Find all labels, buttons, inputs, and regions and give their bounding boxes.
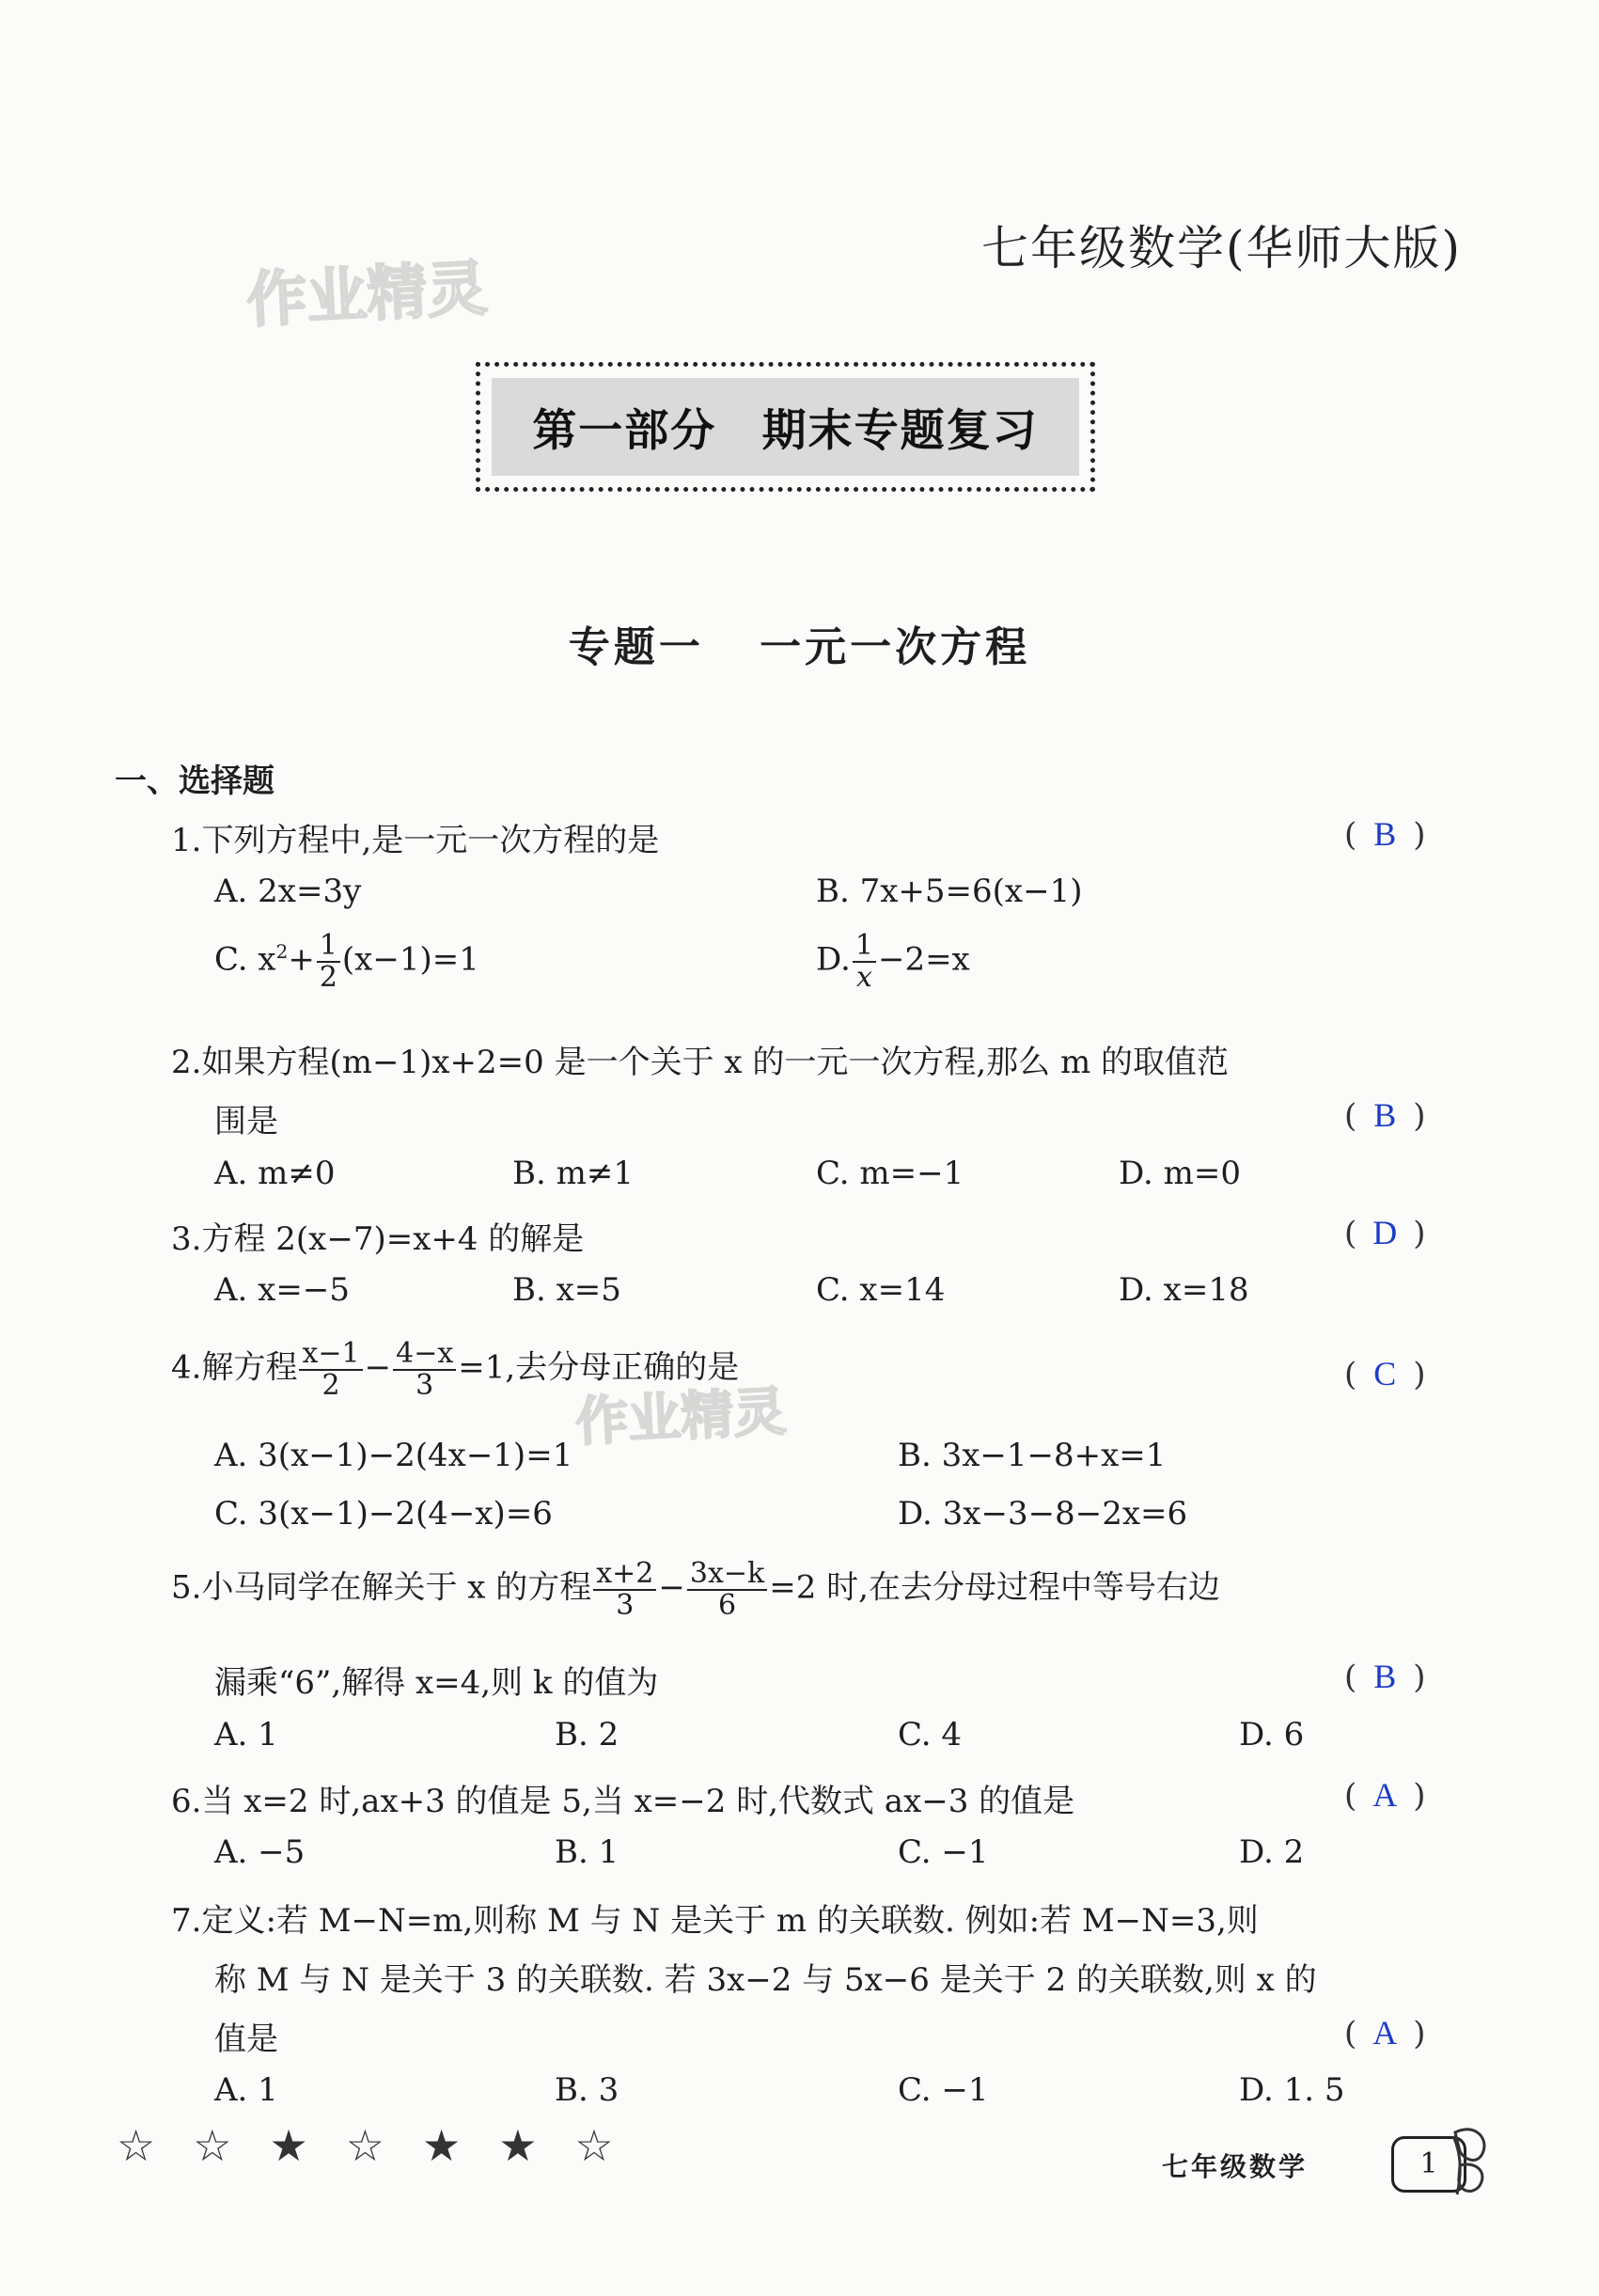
option-5b: B. 2 bbox=[555, 1716, 619, 1753]
book-title: 七年级数学(华师大版) bbox=[980, 221, 1462, 275]
question-5: 5.小马同学在解关于 x 的方程 $\frac{x+2}{3}$ − $\frac{3x-k}{6}$ =2 时,在去分母过程中等号右边 bbox=[171, 1557, 1220, 1622]
answer-3: ( D ) bbox=[1344, 1214, 1426, 1252]
option-5c: C. 4 bbox=[898, 1716, 963, 1753]
option-4b: B. 3x−1−8+x=1 bbox=[898, 1437, 1167, 1474]
question-2-line2: 围是 bbox=[214, 1103, 278, 1140]
part-title: 第一部分 期末专题复习 bbox=[492, 378, 1079, 476]
answer-4: ( C ) bbox=[1344, 1355, 1426, 1393]
option-1c: C. $x^2+$ $\frac{1}{2}$ (x−1)=1 bbox=[214, 929, 479, 994]
question-5-line2: 漏乘“6”,解得 x=4,则 k 的值为 bbox=[214, 1664, 659, 1702]
option-5d: D. 6 bbox=[1239, 1716, 1305, 1753]
option-7b: B. 3 bbox=[555, 2071, 619, 2109]
answer-1: ( B ) bbox=[1344, 815, 1426, 854]
answer-6: ( A ) bbox=[1344, 1776, 1426, 1815]
option-3a: A. x=−5 bbox=[214, 1271, 350, 1309]
option-1d: D. $\frac{1}{x}$ −2=x bbox=[816, 929, 970, 994]
option-2b: B. m≠1 bbox=[512, 1155, 634, 1192]
question-3: 3.方程 2(x−7)=x+4 的解是 bbox=[171, 1220, 585, 1258]
answer-2: ( B ) bbox=[1344, 1096, 1426, 1135]
question-6: 6.当 x=2 时,ax+3 的值是 5,当 x=−2 时,代数式 ax−3 的值是 bbox=[171, 1783, 1075, 1820]
footer-stars: ☆☆★☆★★☆ bbox=[117, 2120, 651, 2171]
option-6d: D. 2 bbox=[1239, 1833, 1305, 1871]
question-7-line2: 称 M 与 N 是关于 3 的关联数. 若 3x−2 与 5x−6 是关于 2 的关联数,则 x 的 bbox=[214, 1961, 1317, 1999]
option-3b: B. x=5 bbox=[512, 1271, 621, 1309]
option-7a: A. 1 bbox=[214, 2071, 278, 2109]
watermark-2: 作业精灵 bbox=[573, 1381, 788, 1454]
option-4c: C. 3(x−1)−2(4−x)=6 bbox=[214, 1495, 553, 1533]
option-3d: D. x=18 bbox=[1119, 1271, 1249, 1309]
watermark: 作业精灵 bbox=[244, 254, 490, 337]
leaf-icon bbox=[1446, 2123, 1493, 2198]
question-7-line3: 值是 bbox=[214, 2021, 278, 2058]
option-3c: C. x=14 bbox=[816, 1271, 946, 1309]
page-number: 1 bbox=[1391, 2136, 1466, 2193]
option-4a: A. 3(x−1)−2(4x−1)=1 bbox=[214, 1437, 573, 1474]
question-4: 4.解方程 $\frac{x-1}{2}$ − $\frac{4-x}{3}$ =1,去分母正确的是 bbox=[171, 1337, 740, 1402]
question-7: 7.定义:若 M−N=m,则称 M 与 N 是关于 m 的关联数. 例如:若 M−N=3,则 bbox=[171, 1902, 1259, 1940]
answer-7: ( A ) bbox=[1344, 2014, 1426, 2052]
topic-title: 专题一 一元一次方程 bbox=[568, 623, 1031, 671]
question-1: 1.下列方程中,是一元一次方程的是 bbox=[171, 822, 660, 859]
option-2a: A. m≠0 bbox=[214, 1155, 336, 1192]
option-2d: D. m=0 bbox=[1119, 1155, 1242, 1192]
footer-label: 七年级数学 bbox=[1162, 2151, 1309, 2182]
option-6b: B. 1 bbox=[555, 1833, 619, 1871]
option-2c: C. m=−1 bbox=[816, 1155, 964, 1192]
section-title: 一、选择题 bbox=[115, 763, 274, 800]
answer-5: ( B ) bbox=[1344, 1658, 1426, 1696]
part-title-box bbox=[476, 362, 1095, 492]
option-7c: C. −1 bbox=[898, 2071, 989, 2109]
option-1a: A. 2x=3y bbox=[214, 873, 362, 910]
option-5a: A. 1 bbox=[214, 1716, 278, 1753]
option-7d: D. 1. 5 bbox=[1239, 2071, 1345, 2109]
option-6a: A. −5 bbox=[214, 1833, 306, 1871]
question-2: 2.如果方程(m−1)x+2=0 是一个关于 x 的一元一次方程,那么 m 的取值范 bbox=[171, 1044, 1230, 1081]
option-4d: D. 3x−3−8−2x=6 bbox=[898, 1495, 1188, 1533]
option-6c: C. −1 bbox=[898, 1833, 989, 1871]
option-1b: B. 7x+5=6(x−1) bbox=[816, 873, 1083, 910]
